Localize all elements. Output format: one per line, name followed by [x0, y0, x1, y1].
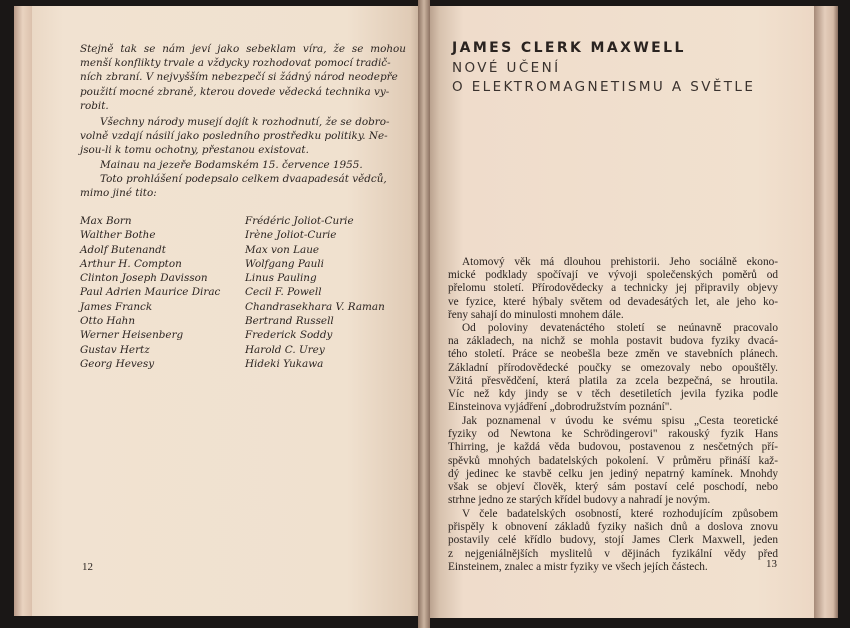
text-line: Stejně tak se nám jeví jako sebeklam víra, že se mohou	[80, 43, 406, 55]
text-line: Od poloviny devatenáctého století se neúnavně pracovalo	[462, 322, 778, 334]
signatory-name: Gustav Hertz	[80, 343, 150, 356]
right-paragraph-3	[448, 415, 778, 507]
signatory-name: Arthur H. Compton	[80, 257, 182, 270]
signatory-name: Max Born	[80, 215, 132, 227]
text-line: přispěly k obnovení základů fyziky našich dnů a doslova znovu	[448, 521, 778, 534]
right-paragraph-1	[448, 256, 778, 322]
signatory-name: Cecil F. Powell	[245, 286, 322, 299]
text-line: Vžitá přesvědčení, která platila za zcela bezpečná, se hroutila.	[448, 374, 778, 387]
text-line: menší konflikty trvale a vždycky rozhodovat pomocí tradič-	[80, 57, 391, 70]
text-line: Víc než kdy jindy se v těch desetiletích jevila fyzika podle	[448, 388, 778, 401]
text-line: ních zbraní. V nejvyšším nebezpečí si žádný národ neodepře	[80, 71, 398, 84]
left-paragraph-1	[80, 42, 406, 113]
signatory-name: Clinton Joseph Davisson	[80, 272, 208, 285]
signatory-name: Adolf Butenandt	[80, 243, 166, 256]
text-line: Thirring, je každá věda budovou, postavenou z nesčetných pří-	[448, 441, 778, 454]
text-line: spěvků mnohých badatelských pokolení. V průměru přináší kaž-	[448, 454, 778, 467]
text-line: Einsteinem, znalec a mistr fyziky ve všech jejích částech.	[448, 560, 708, 573]
right-paragraph-4	[448, 508, 778, 574]
signatory-name: Wolfgang Pauli	[245, 257, 324, 270]
left-date-line	[80, 158, 406, 172]
text-line: mimo jiné tito:	[80, 187, 157, 200]
text-line: Jak poznamenal v úvodu ke svému spisu „Cesta teoretické	[462, 415, 778, 427]
text-line: dý jedinec ke stavbě celku jen jediný nepatrný kamínek. Mnohdy	[448, 467, 778, 480]
text-line: Základní přírodovědecké poučky se omezovaly nebo opouštěly.	[448, 361, 778, 374]
signatory-name: Frédéric Joliot-Curie	[245, 215, 354, 227]
right-page-edges	[814, 6, 838, 618]
signatory-name: Georg Hevesy	[80, 357, 155, 370]
book-gutter	[418, 0, 430, 628]
text-line: V čele badatelských osobností, které rozhodujícím způsobem	[462, 508, 778, 520]
text-line: Mainau na jezeře Bodamském 15. července 1955.	[100, 159, 363, 171]
text-line: volně vzdají násilí jako posledního prostředku politiky. Ne-	[80, 130, 388, 143]
signatory-name: Paul Adrien Maurice Dirac	[80, 286, 221, 299]
text-line: postavily celé křídlo budovy, stojí James Clerk Maxwell, jeden	[448, 534, 778, 547]
text-line: na základech, na nichž se mohla postavit budova fyziky dvacá-	[448, 335, 778, 348]
signatory-name: Hideki Yukawa	[245, 357, 324, 370]
text-line: tého století. Práce se neobešla beze změn ve stavebních plánech.	[448, 348, 778, 361]
signatory-name: Harold C. Urey	[245, 343, 325, 356]
text-line: robit.	[80, 99, 109, 112]
page-number-left: 12	[82, 561, 93, 573]
text-line: použití mocné zbraně, kterou dovede vědecká technika vy-	[80, 85, 390, 98]
chapter-title-line-2: O ELEKTROMAGNETISMU A SVĚTLE	[452, 79, 756, 95]
text-line: fyziky od Newtona ke Schrödingerovi" rakouský fyzik Hans	[448, 428, 778, 441]
text-line: z nejgeniálnějších myslitelů v dějinách fyzikální vědy před	[448, 547, 778, 560]
signatory-name: Otto Hahn	[80, 315, 136, 328]
text-line: strhne jedno ze starých křídel budovy a nahradí je novým.	[448, 494, 711, 507]
signatory-name: Chandrasekhara V. Raman	[245, 300, 385, 313]
signatories-column-2	[245, 214, 385, 371]
signatory-name: James Franck	[80, 300, 153, 313]
right-paragraph-2	[448, 322, 778, 414]
left-paragraph-4	[80, 172, 406, 200]
signatory-name: Werner Heisenberg	[80, 329, 184, 342]
signatory-name: Bertrand Russell	[245, 315, 334, 328]
text-line: přelomu století. Přírodovědecky a technicky jej připravily objevy	[448, 282, 778, 295]
text-line: Toto prohlášení podepsalo celkem dvaapadesát vědců,	[100, 173, 387, 185]
text-line: jsou-li k tomu ochotny, přestanou existovat.	[80, 144, 309, 157]
text-line: mické podklady spočívají ve vývoji společenských poměrů od	[448, 269, 778, 282]
signatory-name: Max von Laue	[245, 243, 320, 256]
text-line: však se objeví člověk, který sám postaví celé poschodí, nebo	[448, 481, 778, 494]
text-line: Všechny národy musejí dojít k rozhodnutí, že se dobro-	[100, 116, 390, 128]
text-line: řeny sahají do minulosti mnohem dále.	[448, 308, 624, 321]
signatory-name: Linus Pauling	[245, 272, 317, 285]
signatory-name: Frederick Soddy	[245, 329, 333, 342]
signatory-name: Irène Joliot-Curie	[245, 229, 337, 242]
text-line: Einsteinova vyjádření „dobrodružstvím poznání".	[448, 401, 673, 414]
page-number-right: 13	[766, 558, 777, 570]
text-line: Atomový věk má dlouhou prehistorii. Jeho sociálně ekono-	[462, 256, 778, 268]
signatories-column-1	[80, 214, 220, 371]
signatory-name: Walther Bothe	[80, 229, 156, 242]
left-paragraph-2	[80, 115, 406, 158]
text-line: ve fyzice, které hýbaly světem od devadesátých let, ale jeho ko-	[448, 295, 778, 308]
chapter-author: JAMES CLERK MAXWELL	[452, 40, 686, 56]
chapter-title-line-1: NOVÉ UČENÍ	[452, 60, 561, 76]
